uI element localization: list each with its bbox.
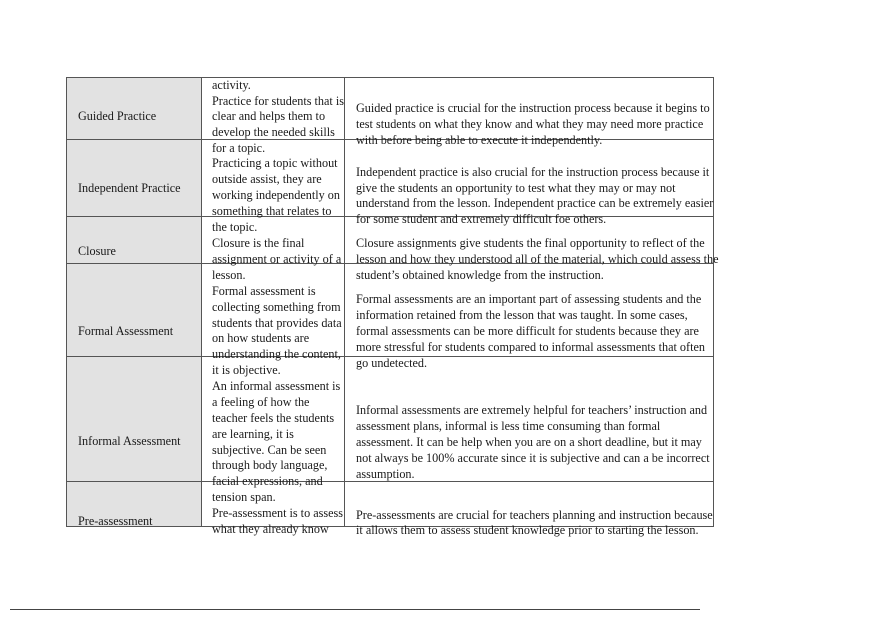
column-border — [66, 77, 67, 527]
importance-line: not always be 100% accurate since it is subjective and can a be incorrect — [356, 451, 710, 465]
row-border — [66, 77, 714, 78]
label-column-background — [66, 77, 201, 527]
row-label-pre-assessment: Pre-assessment — [78, 514, 153, 528]
importance-line: information retained from the lesson that was taught. In some cases, — [356, 308, 688, 322]
importance-line: student’s obtained knowledge from the instruction. — [356, 268, 604, 282]
importance-line: Informal assessments are extremely helpful for teachers’ instruction and — [356, 403, 708, 417]
description-line: develop the needed skills — [212, 125, 335, 139]
description-line: are learning, it is — [212, 427, 294, 441]
description-line: activity. — [212, 78, 251, 92]
description-line: working independently on — [212, 188, 340, 202]
description-line: the topic. — [212, 220, 258, 234]
description-line: Pre-assessment is to assess — [212, 506, 344, 520]
description-line: collecting something from — [212, 300, 341, 314]
description-line: something that relates to — [212, 204, 332, 218]
row-label-closure: Closure — [78, 244, 116, 258]
importance-line: more stressful for students compared to informal assessments that often — [356, 340, 705, 354]
column-border — [201, 77, 202, 527]
description-line: Closure is the final — [212, 236, 305, 250]
description-line: lesson. — [212, 268, 246, 282]
description-line: Practice for students that is — [212, 94, 344, 108]
row-label-informal-assessment: Informal Assessment — [78, 434, 181, 448]
importance-line: Independent practice is also crucial for the instruction process because it — [356, 165, 710, 179]
description-line: Formal assessment is — [212, 284, 316, 298]
description-line: through body language, — [212, 458, 328, 472]
description-line: understanding the content, — [212, 347, 341, 361]
importance-line: assessment. It can be help when you are on a short deadline, but it may — [356, 435, 702, 449]
description-line: An informal assessment is — [212, 379, 341, 393]
description-line: for a topic. — [212, 141, 266, 155]
strategy-table — [66, 77, 719, 537]
importance-line: Pre-assessments are crucial for teachers planning and instruction because — [356, 508, 713, 522]
importance-line: for some student and extremely difficult foe others. — [356, 212, 607, 226]
description-line: students that provides data — [212, 316, 342, 330]
description-line: tension span. — [212, 490, 276, 504]
description-line: subjective. Can be seen — [212, 443, 327, 457]
importance-line: assumption. — [356, 467, 415, 481]
importance-line: understand from the lesson. Independent practice can be extremely easier — [356, 196, 714, 210]
importance-line: give the students an opportunity to test what they may or may not — [356, 181, 676, 195]
column-border — [713, 77, 714, 527]
importance-line: test students on what they know and what they may need more practice — [356, 117, 704, 131]
description-line: a feeling of how the — [212, 395, 310, 409]
description-line: outside assist, they are — [212, 172, 322, 186]
description-line: facial expressions, and — [212, 474, 323, 488]
description-line: assignment or activity of a — [212, 252, 342, 266]
description-line: clear and helps them to — [212, 109, 326, 123]
importance-line: Formal assessments are an important part of assessing students and the — [356, 292, 702, 306]
importance-line: formal assessments can be more difficult for students because they are — [356, 324, 699, 338]
row-label-independent-practice: Independent Practice — [78, 181, 181, 195]
importance-line: lesson and how they understood all of the material, which could assess the — [356, 252, 719, 266]
page-footer-rule — [10, 609, 700, 610]
description-line: teacher feels the students — [212, 411, 335, 425]
row-label-guided-practice: Guided Practice — [78, 109, 157, 123]
importance-line: Guided practice is crucial for the instruction process because it begins to — [356, 101, 710, 115]
row-label-formal-assessment: Formal Assessment — [78, 324, 174, 338]
description-line: Practicing a topic without — [212, 156, 338, 170]
importance-line: Closure assignments give students the final opportunity to reflect of the — [356, 236, 705, 250]
description-line: what they already know — [212, 522, 329, 536]
importance-line: it allows them to assess student knowledge prior to starting the lesson. — [356, 523, 699, 537]
importance-line: assessment plans, informal is less time consuming than formal — [356, 419, 661, 433]
column-border — [344, 77, 345, 527]
importance-line: go undetected. — [356, 356, 428, 370]
description-line: it is objective. — [212, 363, 281, 377]
importance-line: with before being able to execute it independently. — [356, 133, 603, 147]
description-line: on how students are — [212, 331, 310, 345]
